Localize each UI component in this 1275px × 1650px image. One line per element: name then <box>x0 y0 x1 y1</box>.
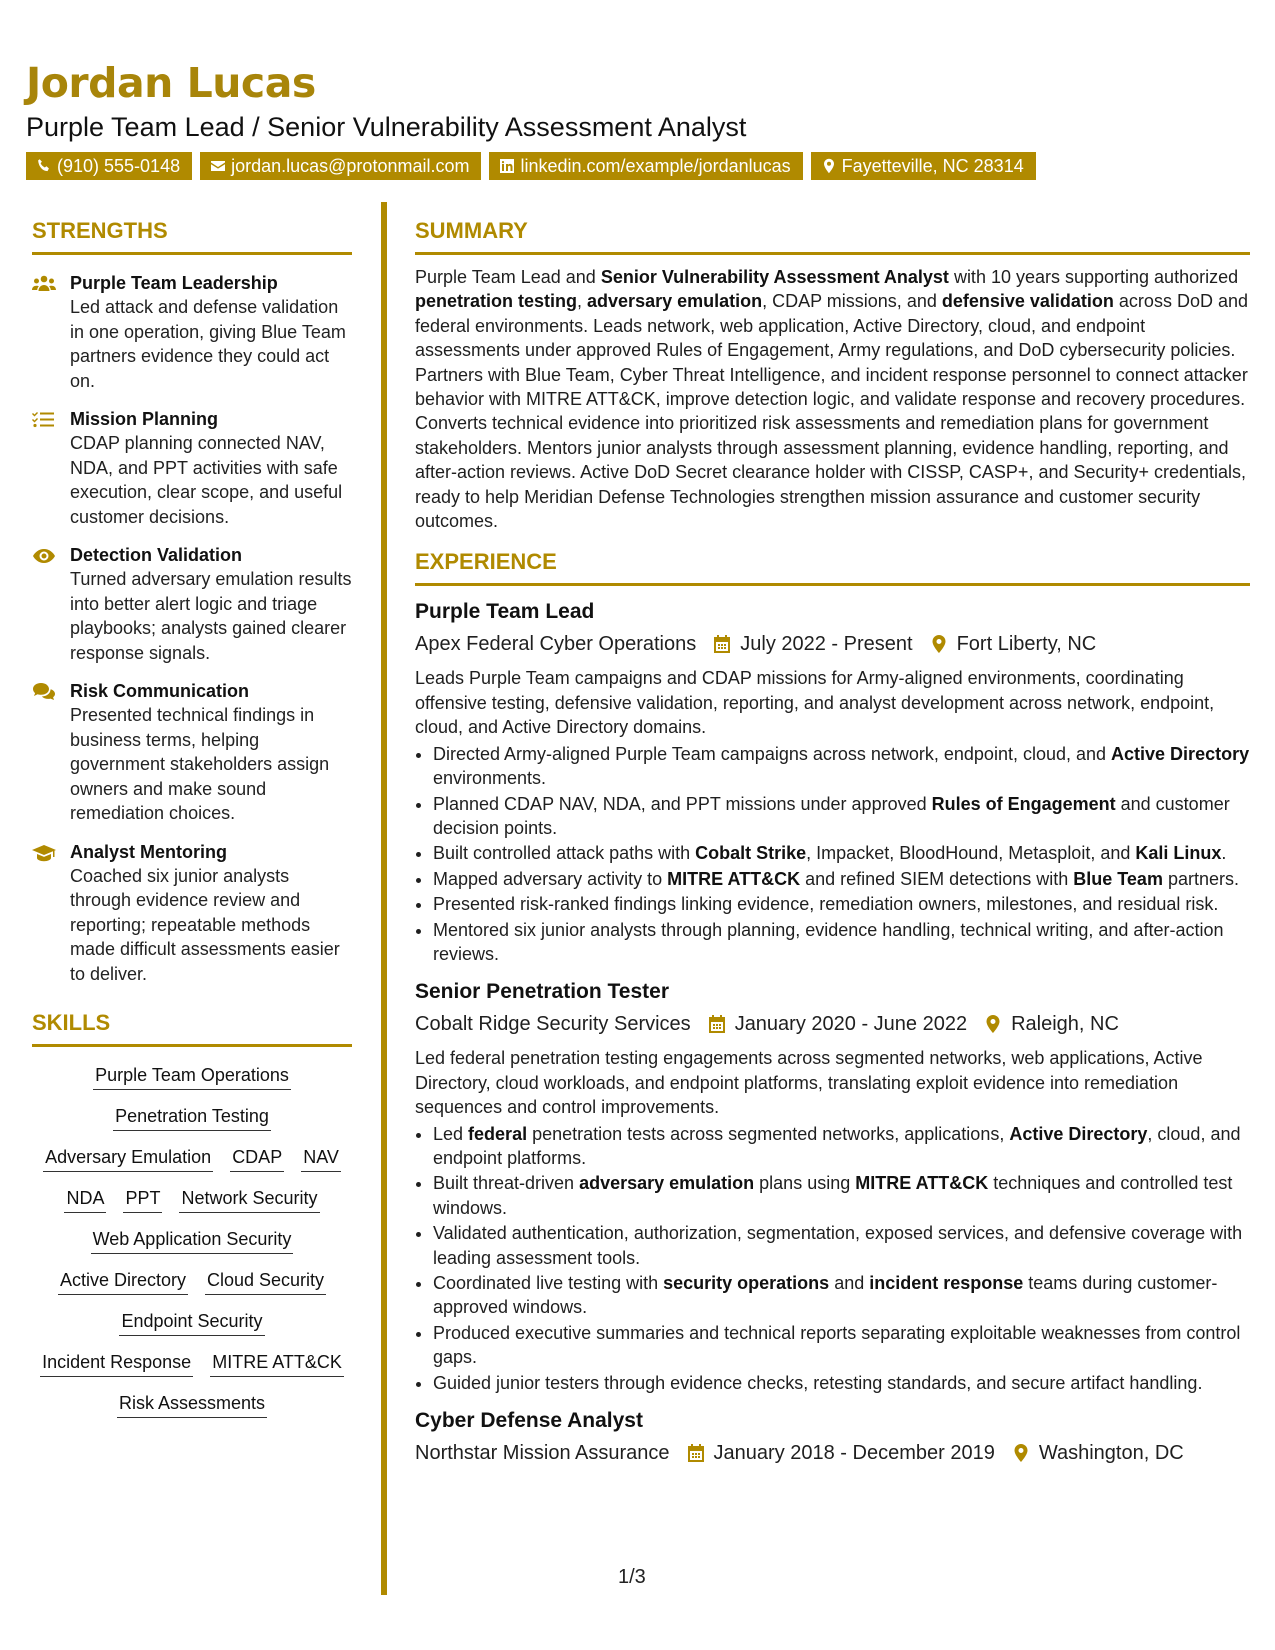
strength-desc: CDAP planning connected NAV, NDA, and PPT activities with safe execution, clear scope, and useful customer decisions. <box>70 433 343 527</box>
experience-heading: EXPERIENCE <box>415 549 557 575</box>
right-column <box>415 216 1250 1469</box>
map-pin-icon <box>929 634 949 654</box>
skill-tag: PPT <box>123 1184 162 1213</box>
summary-heading: SUMMARY <box>415 218 528 243</box>
skill-tag: Cloud Security <box>205 1266 326 1295</box>
strength-title: Analyst Mentoring <box>70 841 228 862</box>
skill-tag: Network Security <box>179 1184 319 1213</box>
skill-tag: Adversary Emulation <box>43 1143 213 1172</box>
job-location: Fort Liberty, NC <box>956 633 1097 656</box>
job-entry <box>415 1407 1250 1469</box>
job-entry <box>415 978 1250 1395</box>
summary-section <box>415 216 1250 533</box>
skill-tag: Risk Assessments <box>117 1389 267 1418</box>
job-title: Cyber Defense Analyst <box>415 1409 643 1433</box>
eye-icon <box>32 546 56 566</box>
experience-section <box>415 547 1250 1469</box>
strength-title: Mission Planning <box>70 409 219 429</box>
job-bullet: • Produced executive summaries and technical reports separating exploitable weaknesses from control gaps. <box>433 1321 1250 1370</box>
skill-tag: Endpoint Security <box>119 1307 264 1336</box>
job-meta <box>415 1008 1250 1040</box>
job-dates: January 2020 - June 2022 <box>734 1013 968 1036</box>
skills-row <box>32 1266 352 1295</box>
experience-rule <box>415 583 1250 586</box>
job-company: Northstar Mission Assurance <box>415 1442 670 1465</box>
skill-tag: NAV <box>301 1143 341 1172</box>
linkedin-icon <box>499 158 515 174</box>
strength-title: Risk Communication <box>70 681 250 701</box>
strength-title: Purple Team Leadership <box>70 273 278 293</box>
job-bullets <box>415 742 1250 967</box>
checklist-icon <box>32 410 56 430</box>
skill-tag: Web Application Security <box>91 1225 294 1254</box>
skills-list <box>32 1047 352 1418</box>
job-bullet: • Led federal penetration tests across segmented networks, applications, Active Directory, cloud, and endpoint platforms. <box>433 1122 1250 1171</box>
contact-email-text: jordan.lucas@protonmail.com <box>231 156 470 176</box>
job-bullet: • Planned CDAP NAV, NDA, and PPT missions under approved Rules of Engagement and customer decision points. <box>433 792 1250 841</box>
job-location: Raleigh, NC <box>1011 1013 1119 1036</box>
contact-location <box>811 152 1036 180</box>
contact-phone[interactable] <box>26 152 192 180</box>
strength-item <box>32 679 352 826</box>
skill-tag: NDA <box>64 1184 106 1213</box>
job-company: Apex Federal Cyber Operations <box>415 633 697 656</box>
contact-linkedin[interactable] <box>489 152 802 180</box>
contact-linkedin-text: linkedin.com/example/jordanlucas <box>520 156 791 176</box>
strength-item <box>32 407 352 529</box>
job-dates: July 2022 - Present <box>740 633 913 656</box>
jobs-list <box>415 598 1250 1469</box>
strengths-section <box>32 216 352 986</box>
map-pin-icon <box>983 1014 1003 1034</box>
strengths-rule <box>32 252 352 255</box>
strength-title: Detection Validation <box>70 545 243 565</box>
candidate-name: Jordan Lucas <box>26 59 316 107</box>
strengths-heading: STRENGTHS <box>32 218 168 243</box>
job-bullet: • Mentored six junior analysts through planning, evidence handling, technical writing, and after-action reviews. <box>433 918 1250 967</box>
job-location: Washington, DC <box>1038 1442 1184 1465</box>
skills-row <box>32 1225 352 1254</box>
map-pin-icon <box>821 158 837 174</box>
left-column <box>32 216 352 1418</box>
contact-email[interactable] <box>200 152 481 180</box>
job-entry <box>415 598 1250 966</box>
column-divider <box>381 202 387 1595</box>
job-bullet: • Guided junior testers through evidence checks, retesting standards, and secure artifact handling. <box>433 1371 1250 1395</box>
summary-text: Purple Team Lead and Senior Vulnerability Assessment Analyst with 10 years supporting authorized penetration testing, adversary emulation, CDAP missions, and defensive validation across DoD and federal environments. Leads network, web application, Active Directory, cloud, and endpoint assessments under approved Rules of Engagement, Army regulations, and DoD cybersecurity policies. Partners with Blue Team, Cyber Threat Intelligence, and incident response personnel to connect attacker behavior with MITRE ATT&CK, improve detection logic, and validate response and recovery procedures. Converts technical evidence into prioritized risk assessments and remediation plans for government stakeholders. Mentors junior analysts through assessment planning, evidence handling, reporting, and after-action reviews. Active DoD Secret clearance holder with CISSP, CASP+, and Security+ credentials, ready to help Meridian Defense Technologies strengthen mission assurance and customer security outcomes. <box>415 267 1248 532</box>
resume-header <box>26 58 1256 144</box>
job-meta <box>415 1437 1250 1469</box>
job-bullet: • Mapped adversary activity to MITRE ATT&CK and refined SIEM detections with Blue Team partners. <box>433 867 1250 891</box>
map-pin-icon <box>1011 1443 1031 1463</box>
comments-icon <box>32 682 56 702</box>
job-bullet: • Presented risk-ranked findings linking evidence, remediation owners, milestones, and residual risk. <box>433 892 1250 916</box>
skill-tag: Penetration Testing <box>113 1102 271 1131</box>
job-company: Cobalt Ridge Security Services <box>415 1013 691 1036</box>
contact-phone-text: (910) 555-0148 <box>57 156 181 176</box>
skill-tag: Purple Team Operations <box>93 1061 291 1090</box>
calendar-icon <box>712 634 732 654</box>
job-bullet: • Built threat-driven adversary emulation plans using MITRE ATT&CK techniques and controlled test windows. <box>433 1171 1250 1220</box>
skills-section <box>32 1008 352 1418</box>
job-bullet: • Directed Army-aligned Purple Team campaigns across network, endpoint, cloud, and Active Directory environments. <box>433 742 1250 791</box>
strength-desc: Turned adversary emulation results into better alert logic and triage playbooks; analysts gained clearer response signals. <box>70 569 352 663</box>
job-description: Leads Purple Team campaigns and CDAP missions for Army-aligned environments, coordinating offensive testing, defensive validation, reporting, and analyst development across network, endpoint, cloud, and Active Directory domains. <box>415 668 1215 738</box>
strength-desc: Coached six junior analysts through evidence review and reporting; repeatable methods made difficult assessments easier to deliver. <box>70 865 340 984</box>
calendar-icon <box>686 1443 706 1463</box>
skills-row <box>32 1307 352 1336</box>
job-bullets <box>415 1122 1250 1395</box>
strength-item <box>32 840 352 987</box>
strength-item <box>32 543 352 665</box>
job-meta <box>415 628 1250 660</box>
calendar-icon <box>707 1014 727 1034</box>
candidate-title: Purple Team Lead / Senior Vulnerability Assessment Analyst <box>26 112 747 142</box>
job-dates: January 2018 - December 2019 <box>713 1442 995 1465</box>
job-title: Purple Team Lead <box>415 600 595 624</box>
skills-row <box>32 1389 352 1418</box>
page-number: 1/3 <box>618 1566 646 1588</box>
strength-desc: Presented technical findings in business terms, helping government stakeholders assign owners and make sound remediation choices. <box>70 705 330 823</box>
job-title: Senior Penetration Tester <box>415 980 670 1004</box>
envelope-icon <box>210 158 226 174</box>
graduation-cap-icon <box>32 843 56 863</box>
job-description: Led federal penetration testing engagements across segmented networks, web applications, Active Directory, cloud workloads, and endpoint platforms, translating exploit evidence into remediation sequences and control improvements. <box>415 1048 1203 1118</box>
skills-row <box>32 1348 352 1377</box>
job-bullet: • Built controlled attack paths with Cobalt Strike, Impacket, BloodHound, Metasploit, and Kali Linux. <box>433 841 1250 865</box>
skills-row <box>32 1184 352 1213</box>
summary-rule <box>415 252 1250 255</box>
skill-tag: MITRE ATT&CK <box>210 1348 344 1377</box>
job-bullet: • Validated authentication, authorization, segmentation, exposed services, and defensive coverage with leading assessment tools. <box>433 1221 1250 1270</box>
skills-row <box>32 1102 352 1131</box>
contact-location-text: Fayetteville, NC 28314 <box>841 156 1024 176</box>
skill-tag: CDAP <box>230 1143 284 1172</box>
strength-item <box>32 271 352 393</box>
phone-icon <box>36 158 52 174</box>
contact-bar <box>26 152 1036 180</box>
strength-desc: Led attack and defense validation in one operation, giving Blue Team partners evidence they could act on. <box>70 297 346 391</box>
skill-tag: Incident Response <box>40 1348 193 1377</box>
skills-row <box>32 1061 352 1090</box>
skills-row <box>32 1143 352 1172</box>
users-icon <box>32 274 56 294</box>
skills-heading: SKILLS <box>32 1010 111 1035</box>
skill-tag: Active Directory <box>58 1266 188 1295</box>
job-bullet: • Coordinated live testing with security operations and incident response teams during customer-approved windows. <box>433 1271 1250 1320</box>
